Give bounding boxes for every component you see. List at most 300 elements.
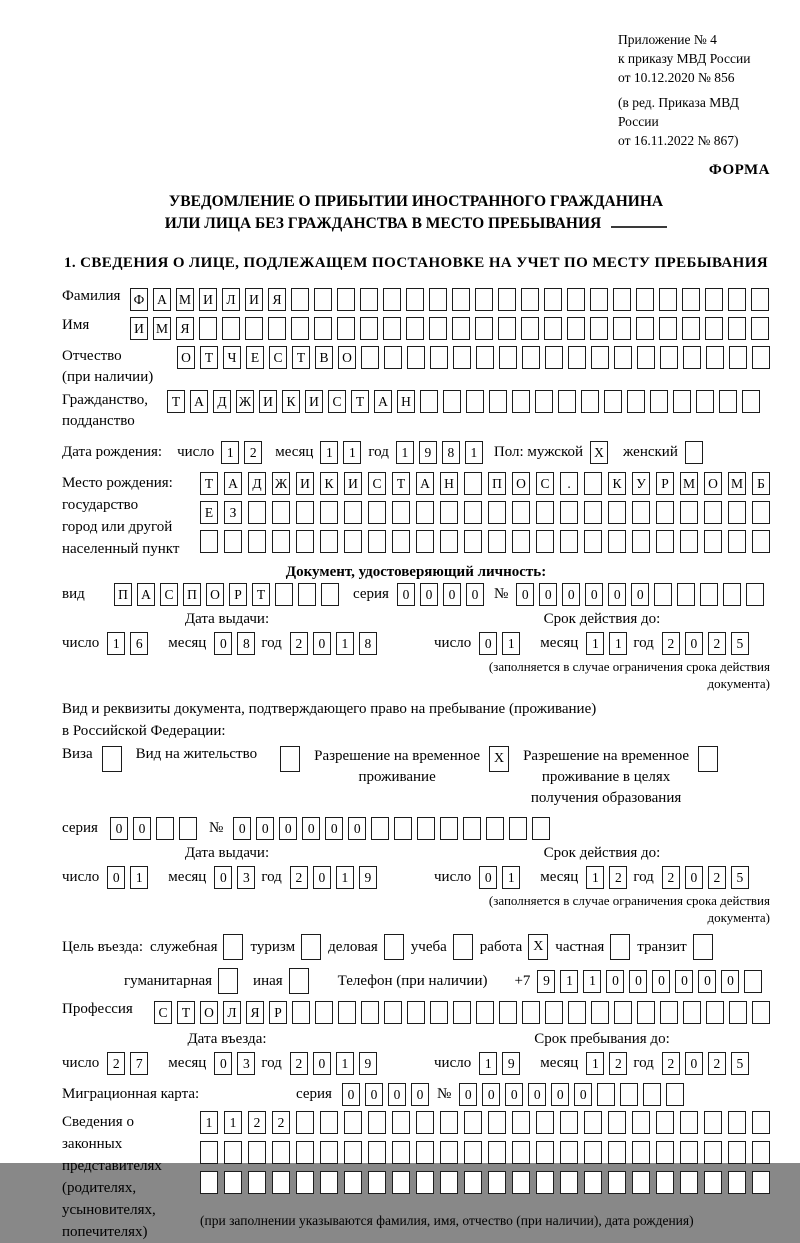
char-box[interactable]: 0: [608, 583, 626, 606]
char-box[interactable]: 0: [107, 866, 125, 889]
char-box[interactable]: [512, 1141, 530, 1164]
char-box[interactable]: [321, 583, 339, 606]
char-box[interactable]: 2: [290, 866, 308, 889]
char-box[interactable]: 0: [313, 1052, 331, 1075]
char-box[interactable]: [560, 530, 578, 553]
char-box[interactable]: [584, 1111, 602, 1134]
char-box[interactable]: [296, 501, 314, 524]
char-box[interactable]: Е: [200, 501, 218, 524]
char-box[interactable]: [337, 288, 355, 311]
char-box[interactable]: [728, 1141, 746, 1164]
char-box[interactable]: 2: [272, 1111, 290, 1134]
char-box[interactable]: [752, 1171, 770, 1194]
char-box[interactable]: [464, 1141, 482, 1164]
char-box[interactable]: С: [368, 472, 386, 495]
char-box[interactable]: [512, 390, 530, 413]
checkbox[interactable]: [280, 746, 300, 772]
char-box[interactable]: [499, 346, 517, 369]
char-box[interactable]: [463, 817, 481, 840]
char-box[interactable]: [683, 346, 701, 369]
char-box[interactable]: 1: [502, 632, 520, 655]
char-box[interactable]: [604, 390, 622, 413]
char-box[interactable]: Я: [246, 1001, 264, 1024]
char-box[interactable]: 0: [516, 583, 534, 606]
char-box[interactable]: [705, 288, 723, 311]
char-box[interactable]: [320, 530, 338, 553]
char-box[interactable]: [222, 317, 240, 340]
char-box[interactable]: 2: [662, 866, 680, 889]
char-box[interactable]: И: [259, 390, 277, 413]
char-box[interactable]: [320, 1141, 338, 1164]
char-box[interactable]: Ф: [130, 288, 148, 311]
char-box[interactable]: [728, 501, 746, 524]
char-box[interactable]: [320, 1111, 338, 1134]
char-box[interactable]: [417, 817, 435, 840]
char-box[interactable]: 0: [629, 970, 647, 993]
char-box[interactable]: [680, 501, 698, 524]
char-box[interactable]: 0: [348, 817, 366, 840]
char-box[interactable]: В: [315, 346, 333, 369]
char-box[interactable]: [591, 1001, 609, 1024]
char-box[interactable]: 2: [107, 1052, 125, 1075]
char-box[interactable]: [536, 1171, 554, 1194]
char-box[interactable]: [683, 1001, 701, 1024]
char-box[interactable]: [746, 583, 764, 606]
char-box[interactable]: Т: [200, 346, 218, 369]
char-box[interactable]: Р: [229, 583, 247, 606]
char-box[interactable]: [416, 1111, 434, 1134]
char-box[interactable]: 0: [313, 866, 331, 889]
char-box[interactable]: 1: [586, 1052, 604, 1075]
char-box[interactable]: [581, 390, 599, 413]
char-box[interactable]: Д: [213, 390, 231, 413]
checkbox[interactable]: [102, 746, 122, 772]
char-box[interactable]: [627, 390, 645, 413]
char-box[interactable]: [420, 390, 438, 413]
char-box[interactable]: 2: [662, 632, 680, 655]
char-box[interactable]: [608, 1111, 626, 1134]
char-box[interactable]: О: [177, 346, 195, 369]
char-box[interactable]: [344, 530, 362, 553]
char-box[interactable]: Т: [200, 472, 218, 495]
char-box[interactable]: [632, 1111, 650, 1134]
char-box[interactable]: 2: [244, 441, 262, 464]
char-box[interactable]: [498, 288, 516, 311]
char-box[interactable]: [296, 1171, 314, 1194]
char-box[interactable]: [272, 1171, 290, 1194]
char-box[interactable]: [536, 1141, 554, 1164]
char-box[interactable]: 0: [685, 632, 703, 655]
char-box[interactable]: [296, 530, 314, 553]
char-box[interactable]: Р: [656, 472, 674, 495]
char-box[interactable]: [680, 1171, 698, 1194]
char-box[interactable]: [560, 1141, 578, 1164]
char-box[interactable]: 8: [237, 632, 255, 655]
char-box[interactable]: [344, 1111, 362, 1134]
char-box[interactable]: [704, 1171, 722, 1194]
char-box[interactable]: [584, 1171, 602, 1194]
char-box[interactable]: [656, 1141, 674, 1164]
char-box[interactable]: [464, 501, 482, 524]
char-box[interactable]: [584, 501, 602, 524]
char-box[interactable]: [464, 530, 482, 553]
char-box[interactable]: 0: [411, 1083, 429, 1106]
char-box[interactable]: [752, 346, 770, 369]
char-box[interactable]: Ж: [272, 472, 290, 495]
char-box[interactable]: [752, 501, 770, 524]
char-box[interactable]: [383, 317, 401, 340]
char-box[interactable]: [660, 346, 678, 369]
char-box[interactable]: Т: [392, 472, 410, 495]
char-box[interactable]: 0: [443, 583, 461, 606]
char-box[interactable]: [682, 288, 700, 311]
char-box[interactable]: 9: [419, 441, 437, 464]
char-box[interactable]: 0: [313, 632, 331, 655]
char-box[interactable]: [392, 501, 410, 524]
char-box[interactable]: 9: [537, 970, 555, 993]
char-box[interactable]: [320, 1171, 338, 1194]
char-box[interactable]: 2: [609, 866, 627, 889]
char-box[interactable]: [677, 583, 695, 606]
char-box[interactable]: [296, 1111, 314, 1134]
char-box[interactable]: [248, 1141, 266, 1164]
char-box[interactable]: 0: [365, 1083, 383, 1106]
char-box[interactable]: [248, 501, 266, 524]
char-box[interactable]: [729, 1001, 747, 1024]
char-box[interactable]: [545, 1001, 563, 1024]
checkbox[interactable]: [693, 934, 713, 960]
char-box[interactable]: 1: [465, 441, 483, 464]
char-box[interactable]: [407, 346, 425, 369]
char-box[interactable]: 0: [466, 583, 484, 606]
checkbox[interactable]: [610, 934, 630, 960]
char-box[interactable]: 1: [224, 1111, 242, 1134]
char-box[interactable]: [728, 317, 746, 340]
char-box[interactable]: [248, 1171, 266, 1194]
char-box[interactable]: О: [704, 472, 722, 495]
char-box[interactable]: [643, 1083, 661, 1106]
char-box[interactable]: .: [560, 472, 578, 495]
char-box[interactable]: 1: [502, 866, 520, 889]
char-box[interactable]: 0: [214, 632, 232, 655]
char-box[interactable]: [368, 1111, 386, 1134]
char-box[interactable]: [705, 317, 723, 340]
char-box[interactable]: 5: [731, 632, 749, 655]
checkbox[interactable]: [698, 746, 718, 772]
char-box[interactable]: П: [488, 472, 506, 495]
char-box[interactable]: [512, 530, 530, 553]
char-box[interactable]: 0: [528, 1083, 546, 1106]
char-box[interactable]: [614, 1001, 632, 1024]
char-box[interactable]: Д: [248, 472, 266, 495]
checkbox[interactable]: [289, 968, 309, 994]
char-box[interactable]: [291, 288, 309, 311]
char-box[interactable]: [637, 346, 655, 369]
char-box[interactable]: [673, 390, 691, 413]
char-box[interactable]: [392, 1111, 410, 1134]
char-box[interactable]: [752, 530, 770, 553]
char-box[interactable]: У: [632, 472, 650, 495]
char-box[interactable]: [752, 1111, 770, 1134]
char-box[interactable]: 7: [130, 1052, 148, 1075]
char-box[interactable]: [656, 1111, 674, 1134]
char-box[interactable]: 0: [539, 583, 557, 606]
char-box[interactable]: 9: [359, 1052, 377, 1075]
char-box[interactable]: [392, 530, 410, 553]
char-box[interactable]: Н: [440, 472, 458, 495]
char-box[interactable]: [584, 1141, 602, 1164]
char-box[interactable]: [392, 1171, 410, 1194]
char-box[interactable]: [608, 501, 626, 524]
char-box[interactable]: 0: [279, 817, 297, 840]
char-box[interactable]: [558, 390, 576, 413]
char-box[interactable]: [361, 1001, 379, 1024]
char-box[interactable]: [499, 1001, 517, 1024]
char-box[interactable]: [704, 1141, 722, 1164]
char-box[interactable]: Р: [269, 1001, 287, 1024]
char-box[interactable]: 0: [652, 970, 670, 993]
char-box[interactable]: 9: [502, 1052, 520, 1075]
char-box[interactable]: [544, 317, 562, 340]
char-box[interactable]: 2: [609, 1052, 627, 1075]
char-box[interactable]: [466, 390, 484, 413]
char-box[interactable]: [590, 317, 608, 340]
char-box[interactable]: [706, 1001, 724, 1024]
char-box[interactable]: А: [374, 390, 392, 413]
char-box[interactable]: [475, 288, 493, 311]
char-box[interactable]: [429, 317, 447, 340]
char-box[interactable]: 2: [662, 1052, 680, 1075]
char-box[interactable]: 3: [237, 866, 255, 889]
char-box[interactable]: 0: [459, 1083, 477, 1106]
char-box[interactable]: [632, 501, 650, 524]
char-box[interactable]: [659, 317, 677, 340]
char-box[interactable]: [744, 970, 762, 993]
char-box[interactable]: 0: [585, 583, 603, 606]
char-box[interactable]: 1: [396, 441, 414, 464]
char-box[interactable]: [584, 472, 602, 495]
char-box[interactable]: [654, 583, 672, 606]
char-box[interactable]: [512, 1171, 530, 1194]
char-box[interactable]: 8: [442, 441, 460, 464]
char-box[interactable]: 0: [397, 583, 415, 606]
char-box[interactable]: [383, 288, 401, 311]
char-box[interactable]: 2: [708, 632, 726, 655]
char-box[interactable]: О: [206, 583, 224, 606]
char-box[interactable]: [532, 817, 550, 840]
char-box[interactable]: [272, 501, 290, 524]
char-box[interactable]: [406, 288, 424, 311]
char-box[interactable]: Е: [246, 346, 264, 369]
char-box[interactable]: А: [153, 288, 171, 311]
char-box[interactable]: [360, 317, 378, 340]
char-box[interactable]: П: [183, 583, 201, 606]
char-box[interactable]: [179, 817, 197, 840]
char-box[interactable]: К: [282, 390, 300, 413]
checkbox[interactable]: [453, 934, 473, 960]
char-box[interactable]: [650, 390, 668, 413]
char-box[interactable]: М: [680, 472, 698, 495]
char-box[interactable]: 2: [708, 866, 726, 889]
char-box[interactable]: [344, 501, 362, 524]
char-box[interactable]: [666, 1083, 684, 1106]
char-box[interactable]: [522, 1001, 540, 1024]
char-box[interactable]: [245, 317, 263, 340]
char-box[interactable]: [298, 583, 316, 606]
char-box[interactable]: И: [199, 288, 217, 311]
char-box[interactable]: [430, 346, 448, 369]
checkbox[interactable]: X: [590, 441, 608, 464]
char-box[interactable]: 0: [420, 583, 438, 606]
char-box[interactable]: [704, 1111, 722, 1134]
char-box[interactable]: 1: [343, 441, 361, 464]
char-box[interactable]: [488, 1141, 506, 1164]
char-box[interactable]: С: [269, 346, 287, 369]
char-box[interactable]: [632, 1171, 650, 1194]
char-box[interactable]: 2: [290, 632, 308, 655]
char-box[interactable]: [613, 317, 631, 340]
char-box[interactable]: С: [160, 583, 178, 606]
char-box[interactable]: [512, 501, 530, 524]
char-box[interactable]: [751, 317, 769, 340]
char-box[interactable]: [320, 501, 338, 524]
char-box[interactable]: 1: [336, 1052, 354, 1075]
char-box[interactable]: 0: [325, 817, 343, 840]
char-box[interactable]: С: [154, 1001, 172, 1024]
char-box[interactable]: [452, 288, 470, 311]
char-box[interactable]: [752, 1001, 770, 1024]
char-box[interactable]: Я: [268, 288, 286, 311]
char-box[interactable]: 1: [586, 866, 604, 889]
char-box[interactable]: З: [224, 501, 242, 524]
char-box[interactable]: [440, 817, 458, 840]
char-box[interactable]: [700, 583, 718, 606]
char-box[interactable]: 0: [110, 817, 128, 840]
char-box[interactable]: 0: [302, 817, 320, 840]
char-box[interactable]: [464, 1171, 482, 1194]
char-box[interactable]: [728, 530, 746, 553]
char-box[interactable]: [509, 817, 527, 840]
char-box[interactable]: Т: [292, 346, 310, 369]
char-box[interactable]: [597, 1083, 615, 1106]
char-box[interactable]: 0: [606, 970, 624, 993]
char-box[interactable]: 1: [560, 970, 578, 993]
char-box[interactable]: 2: [248, 1111, 266, 1134]
char-box[interactable]: [272, 530, 290, 553]
char-box[interactable]: [464, 472, 482, 495]
char-box[interactable]: 0: [256, 817, 274, 840]
char-box[interactable]: 0: [214, 866, 232, 889]
char-box[interactable]: [591, 346, 609, 369]
char-box[interactable]: И: [305, 390, 323, 413]
char-box[interactable]: [315, 1001, 333, 1024]
char-box[interactable]: А: [224, 472, 242, 495]
char-box[interactable]: [568, 346, 586, 369]
char-box[interactable]: [636, 288, 654, 311]
char-box[interactable]: [682, 317, 700, 340]
checkbox[interactable]: X: [489, 746, 509, 772]
char-box[interactable]: [608, 1141, 626, 1164]
char-box[interactable]: 2: [708, 1052, 726, 1075]
char-box[interactable]: [464, 1111, 482, 1134]
char-box[interactable]: Т: [167, 390, 185, 413]
checkbox[interactable]: [218, 968, 238, 994]
char-box[interactable]: И: [130, 317, 148, 340]
char-box[interactable]: [314, 317, 332, 340]
char-box[interactable]: [453, 346, 471, 369]
char-box[interactable]: 0: [685, 866, 703, 889]
char-box[interactable]: И: [344, 472, 362, 495]
char-box[interactable]: [535, 390, 553, 413]
char-box[interactable]: [632, 530, 650, 553]
char-box[interactable]: [416, 501, 434, 524]
char-box[interactable]: [660, 1001, 678, 1024]
char-box[interactable]: [384, 1001, 402, 1024]
char-box[interactable]: [440, 530, 458, 553]
char-box[interactable]: [416, 1171, 434, 1194]
char-box[interactable]: Л: [223, 1001, 241, 1024]
char-box[interactable]: А: [190, 390, 208, 413]
char-box[interactable]: [696, 390, 714, 413]
char-box[interactable]: [632, 1141, 650, 1164]
char-box[interactable]: [392, 1141, 410, 1164]
checkbox[interactable]: X: [528, 934, 548, 960]
char-box[interactable]: И: [296, 472, 314, 495]
char-box[interactable]: [742, 390, 760, 413]
char-box[interactable]: [567, 288, 585, 311]
char-box[interactable]: 5: [731, 866, 749, 889]
char-box[interactable]: [488, 1171, 506, 1194]
char-box[interactable]: [416, 530, 434, 553]
char-box[interactable]: [156, 817, 174, 840]
char-box[interactable]: 0: [574, 1083, 592, 1106]
char-box[interactable]: [545, 346, 563, 369]
char-box[interactable]: [368, 501, 386, 524]
char-box[interactable]: [680, 530, 698, 553]
char-box[interactable]: [614, 346, 632, 369]
char-box[interactable]: [368, 530, 386, 553]
char-box[interactable]: [522, 346, 540, 369]
char-box[interactable]: [406, 317, 424, 340]
char-box[interactable]: Т: [351, 390, 369, 413]
char-box[interactable]: 0: [698, 970, 716, 993]
char-box[interactable]: [704, 530, 722, 553]
char-box[interactable]: [752, 1141, 770, 1164]
char-box[interactable]: [568, 1001, 586, 1024]
char-box[interactable]: Т: [252, 583, 270, 606]
char-box[interactable]: 0: [342, 1083, 360, 1106]
char-box[interactable]: 0: [562, 583, 580, 606]
char-box[interactable]: [706, 346, 724, 369]
char-box[interactable]: 6: [130, 632, 148, 655]
char-box[interactable]: 0: [551, 1083, 569, 1106]
char-box[interactable]: О: [338, 346, 356, 369]
char-box[interactable]: [608, 1171, 626, 1194]
char-box[interactable]: [371, 817, 389, 840]
char-box[interactable]: [394, 817, 412, 840]
char-box[interactable]: [751, 288, 769, 311]
char-box[interactable]: 0: [505, 1083, 523, 1106]
char-box[interactable]: [224, 530, 242, 553]
char-box[interactable]: [636, 317, 654, 340]
char-box[interactable]: А: [137, 583, 155, 606]
char-box[interactable]: 1: [583, 970, 601, 993]
char-box[interactable]: [344, 1141, 362, 1164]
char-box[interactable]: [704, 501, 722, 524]
char-box[interactable]: [560, 501, 578, 524]
char-box[interactable]: [338, 1001, 356, 1024]
char-box[interactable]: 0: [479, 866, 497, 889]
